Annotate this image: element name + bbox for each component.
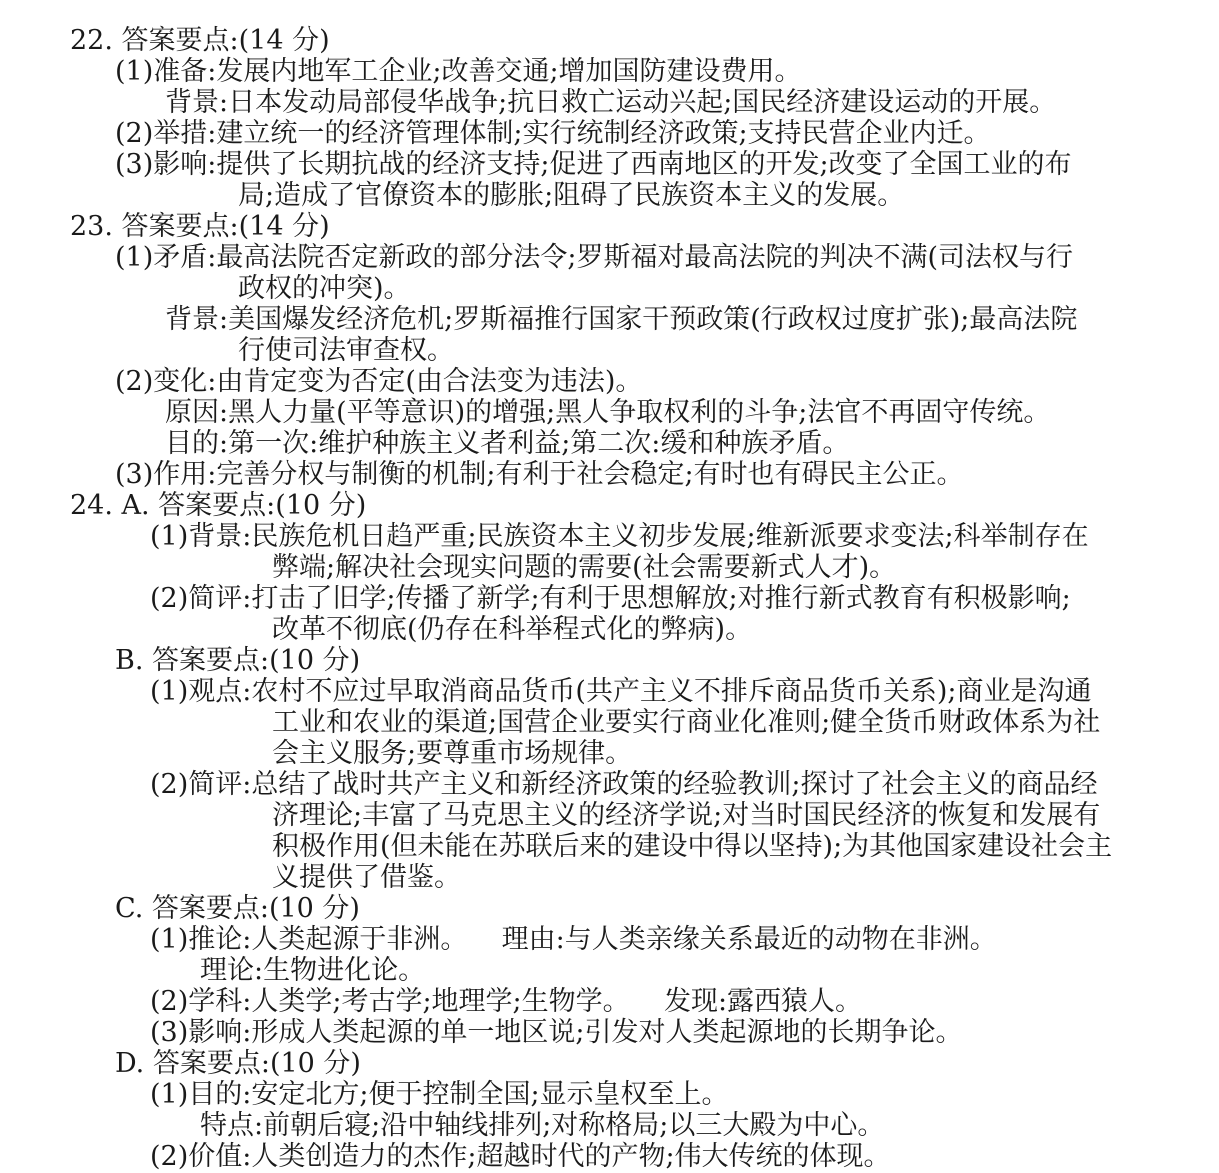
q23-part2-purpose: 目的:第一次:维护种族主义者利益;第二次:缓和种族矛盾。 (165, 428, 850, 459)
q24c-part2-disciplines: (2)学科:人类学;考古学;地理学;生物学。 发现:露西猿人。 (150, 986, 863, 1017)
q24d-part1-features: 特点:前朝后寝;沿中轴线排列;对称格局;以三大殿为中心。 (200, 1110, 885, 1141)
heading-q23: 23. 答案要点:(14 分) (70, 211, 330, 242)
q24b-part1-viewpoint-cont2: 会主义服务;要尊重市场规律。 (272, 738, 633, 769)
heading-q24a: 24. A. 答案要点:(10 分) (70, 490, 367, 521)
q22-part3-impact-cont: 局;造成了官僚资本的膨胀;阻碍了民族资本主义的发展。 (238, 180, 905, 211)
q24b-part2-review: (2)简评:总结了战时共产主义和新经济政策的经验教训;探讨了社会主义的商品经 (150, 769, 1098, 800)
q22-part1-background: 背景:日本发动局部侵华战争;抗日救亡运动兴起;国民经济建设运动的开展。 (165, 87, 1057, 118)
q24d-part1-purpose: (1)目的:安定北方;便于控制全国;显示皇权至上。 (150, 1079, 729, 1110)
q24a-part1-background: (1)背景:民族危机日趋严重;民族资本主义初步发展;维新派要求变法;科举制存在 (150, 521, 1089, 552)
q24c-part3-impact: (3)影响:形成人类起源的单一地区说;引发对人类起源地的长期争论。 (150, 1017, 963, 1048)
q24b-part2-review-cont2: 积极作用(但未能在苏联后来的建设中得以坚持);为其他国家建设社会主 (272, 831, 1113, 862)
q23-part1-background-cont: 行使司法审查权。 (238, 335, 454, 366)
q24b-part1-viewpoint-cont1: 工业和农业的渠道;国营企业要实行商业化准则;健全货币财政体系为社 (272, 707, 1101, 738)
q23-part3-role: (3)作用:完善分权与制衡的机制;有利于社会稳定;有时也有碍民主公正。 (115, 459, 964, 490)
q24d-part2-value: (2)价值:人类创造力的杰作;超越时代的产物;伟大传统的体现。 (150, 1141, 891, 1172)
q23-part2-change: (2)变化:由肯定变为否定(由合法变为违法)。 (115, 366, 643, 397)
heading-q24c: C. 答案要点:(10 分) (115, 893, 360, 924)
q23-part1-conflict-cont: 政权的冲突)。 (238, 273, 411, 304)
q24b-part2-review-cont1: 济理论;丰富了马克思主义的经济学说;对当时国民经济的恢复和发展有 (272, 800, 1101, 831)
q24a-part1-background-cont: 弊端;解决社会现实问题的需要(社会需要新式人才)。 (272, 552, 897, 583)
q24b-part1-viewpoint: (1)观点:农村不应过早取消商品货币(共产主义不排斥商品货币关系);商业是沟通 (150, 676, 1092, 707)
q23-part1-background: 背景:美国爆发经济危机;罗斯福推行国家干预政策(行政权过度扩张);最高法院 (165, 304, 1078, 335)
q24b-part2-review-cont3: 义提供了借鉴。 (272, 862, 461, 893)
q23-part2-reason: 原因:黑人力量(平等意识)的增强;黑人争取权利的斗争;法官不再固守传统。 (165, 397, 1051, 428)
q24a-part2-review-cont: 改革不彻底(仍存在科举程式化的弊病)。 (272, 614, 753, 645)
q24a-part2-review: (2)简评:打击了旧学;传播了新学;有利于思想解放;对推行新式教育有积极影响; (150, 583, 1071, 614)
q24c-part1-theory: 理论:生物进化论。 (200, 955, 426, 986)
heading-q24d: D. 答案要点:(10 分) (115, 1048, 361, 1079)
q24c-part1-inference: (1)推论:人类起源于非洲。 理由:与人类亲缘关系最近的动物在非洲。 (150, 924, 997, 955)
q22-part2-measures: (2)举措:建立统一的经济管理体制;实行统制经济政策;支持民营企业内迁。 (115, 118, 991, 149)
q23-part1-conflict: (1)矛盾:最高法院否定新政的部分法令;罗斯福对最高法院的判决不满(司法权与行 (115, 242, 1073, 273)
q22-part3-impact: (3)影响:提供了长期抗战的经济支持;促进了西南地区的开发;改变了全国工业的布 (115, 149, 1072, 180)
heading-q24b: B. 答案要点:(10 分) (115, 645, 361, 676)
heading-q22: 22. 答案要点:(14 分) (70, 25, 330, 56)
q22-part1-preparation: (1)准备:发展内地军工企业;改善交通;增加国防建设费用。 (115, 56, 802, 87)
